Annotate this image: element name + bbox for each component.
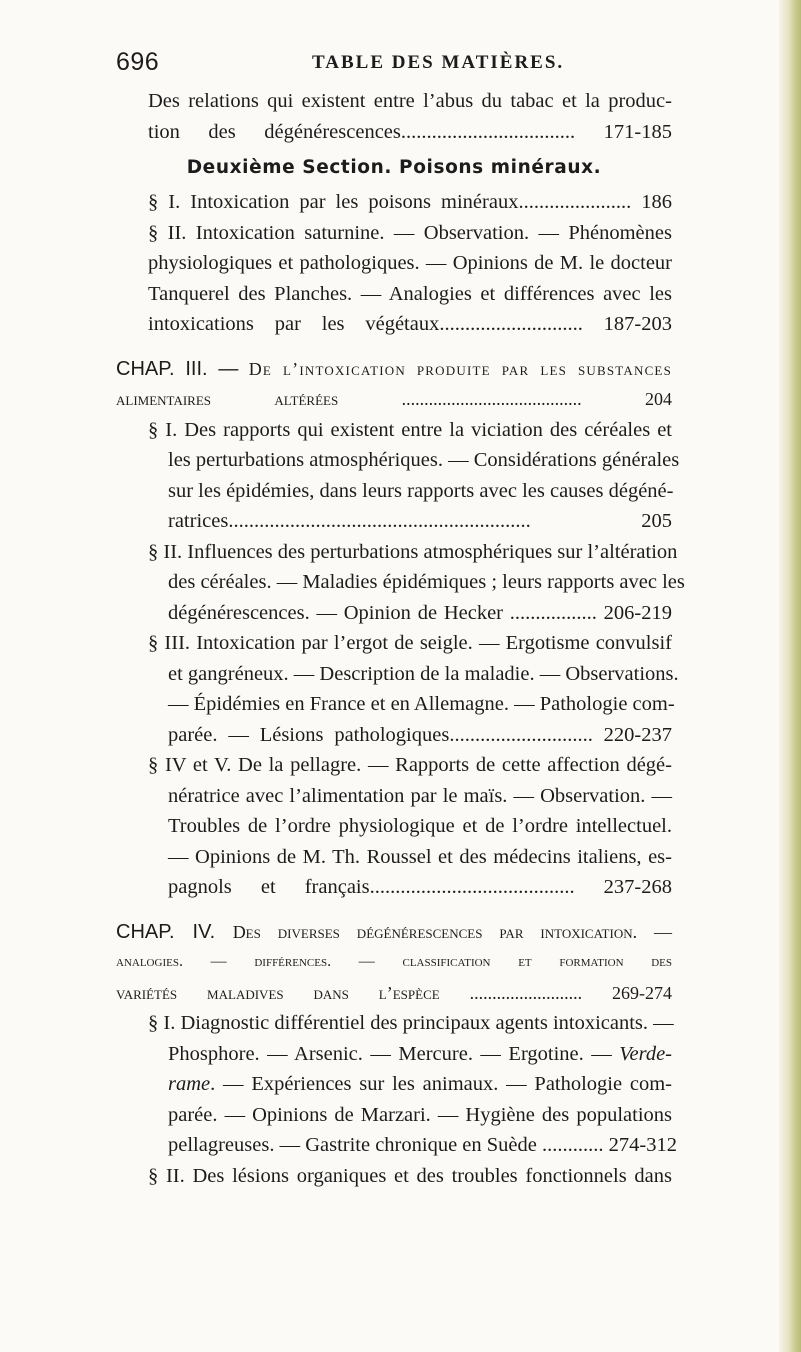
page-edge-shadow bbox=[779, 0, 801, 1352]
toc-italic: rame bbox=[168, 1073, 211, 1095]
toc-entry bbox=[116, 415, 680, 537]
toc-entry bbox=[116, 628, 679, 750]
toc-line: — Épidémies en France et en Allemagne. — Pathologie com- bbox=[168, 693, 675, 715]
chapter-title: Des diverses dégénérescences par intoxication. — bbox=[232, 921, 673, 942]
toc-line: et gangréneux. — Description de la maladie. — Observations. bbox=[168, 662, 679, 685]
toc-line bbox=[116, 917, 672, 948]
toc-line: les perturbations atmosphériques. — Considérations générales bbox=[168, 449, 680, 471]
toc-text: Phosphore. — Arsenic. — Mercure. — Ergotine. — bbox=[168, 1042, 612, 1065]
table-of-contents bbox=[116, 86, 685, 1191]
toc-entry bbox=[116, 86, 672, 147]
toc-line bbox=[168, 1039, 672, 1070]
toc-line: tion des dégénérescences.................................. 171-185 bbox=[148, 120, 672, 143]
toc-line: pellagreuses. — Gastrite chronique en Suède ............ 274-312 bbox=[168, 1134, 677, 1156]
chapter-heading bbox=[116, 354, 672, 415]
toc-entry bbox=[116, 1008, 677, 1161]
toc-entry bbox=[116, 218, 672, 340]
toc-entry bbox=[116, 537, 685, 629]
toc-line: variétés maladives dans l’espèce ......................... 269-274 bbox=[116, 982, 672, 1003]
page-header bbox=[116, 48, 672, 82]
toc-line bbox=[116, 354, 672, 385]
toc-text: . — Expériences sur les animaux. — Pathologie com- bbox=[210, 1073, 672, 1095]
toc-line: § II. Influences des perturbations atmosphériques sur l’altération bbox=[148, 540, 678, 563]
toc-line: analogies. — différences. — classification et formation des bbox=[116, 953, 672, 970]
toc-line: Troubles de l’ordre physiologique et de l’ordre intellectuel. bbox=[168, 815, 672, 837]
toc-line: parée. — Opinions de Marzari. — Hygiène des populations bbox=[168, 1103, 672, 1126]
toc-line: § I. Diagnostic différentiel des principaux agents intoxicants. — bbox=[148, 1012, 674, 1034]
chapter-label: CHAP. IV. bbox=[116, 920, 216, 943]
toc-entry bbox=[116, 750, 672, 903]
toc-line: § III. Intoxication par l’ergot de seigle. — Ergotisme convulsif bbox=[148, 632, 672, 654]
toc-line: pagnols et français........................................ 237-268 bbox=[168, 876, 672, 898]
toc-line bbox=[168, 1069, 672, 1100]
toc-line: nératrice avec l’alimentation par le maïs. — Observation. — bbox=[168, 784, 672, 807]
toc-line: parée. — Lésions pathologiques............................ 220-237 bbox=[168, 723, 672, 746]
chapter-heading bbox=[116, 917, 672, 1009]
toc-entry bbox=[116, 1161, 672, 1192]
toc-line: — Opinions de M. Th. Roussel et des médecins italiens, es- bbox=[168, 845, 672, 868]
toc-line: sur les épidémies, dans leurs rapports avec les causes dégéné- bbox=[168, 479, 674, 502]
toc-line: § I. Intoxication par les poisons minéraux...................... 186 bbox=[148, 191, 672, 213]
toc-line: dégénérescences. — Opinion de Hecker ................. 206-219 bbox=[168, 601, 672, 624]
toc-italic: Verde- bbox=[619, 1042, 673, 1065]
toc-line: Des relations qui existent entre l’abus du tabac et la produc- bbox=[148, 90, 672, 112]
toc-line: § II. Intoxication saturnine. — Observation. — Phénomènes bbox=[148, 221, 672, 244]
chapter-label: CHAP. III. — bbox=[116, 357, 239, 380]
running-head: TABLE DES MATIÈRES. bbox=[312, 52, 565, 73]
section-title: Deuxième Section. Poisons minéraux. bbox=[186, 157, 602, 178]
toc-line: des céréales. — Maladies épidémiques ; leurs rapports avec les bbox=[168, 571, 685, 593]
toc-line: § I. Des rapports qui existent entre la viciation des céréales et bbox=[148, 418, 672, 441]
toc-line: Tanquerel des Planches. — Analogies et différences avec les bbox=[148, 282, 672, 305]
toc-line: § II. Des lésions organiques et des troubles fonctionnels dans bbox=[148, 1164, 672, 1187]
toc-line: physiologiques et pathologiques. — Opinions de M. le docteur bbox=[148, 252, 672, 274]
page-number: 696 bbox=[116, 48, 160, 76]
toc-line: intoxications par les végétaux............................ 187-203 bbox=[148, 313, 672, 335]
chapter-title: De l’intoxication produite par les substances bbox=[248, 358, 673, 379]
toc-entry bbox=[116, 187, 672, 218]
toc-line: ratrices........................................................... 205 bbox=[168, 510, 672, 532]
toc-line: § IV et V. De la pellagre. — Rapports de cette affection dégé- bbox=[148, 754, 672, 776]
toc-line: alimentaires altérées ........................................ 204 bbox=[116, 389, 672, 409]
